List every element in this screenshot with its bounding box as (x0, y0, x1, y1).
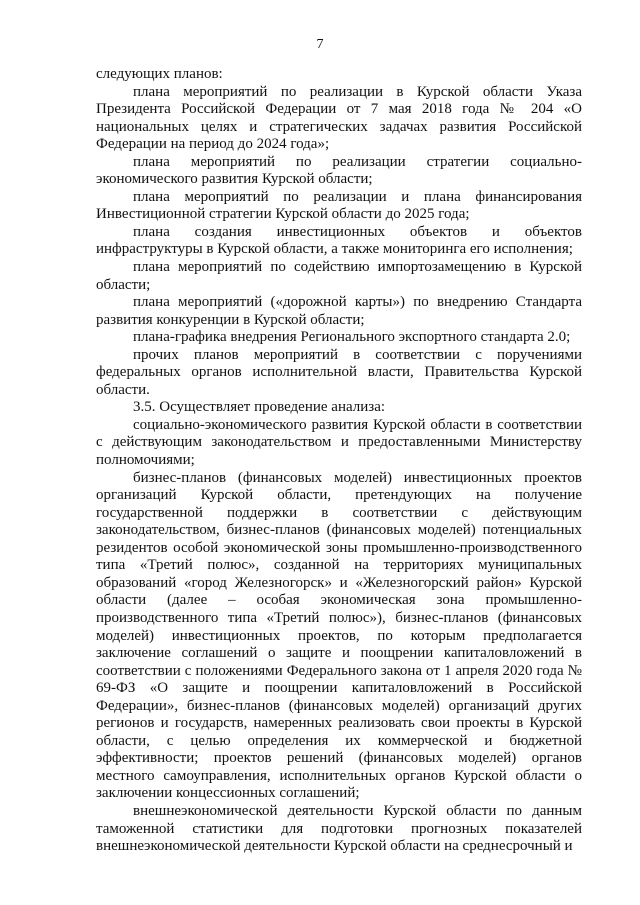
paragraph-foreign-trade-analysis: внешнеэкономической деятельности Курской области по данным таможенной статистики для подготовки прогнозных показателей внешнеэкономической деятельности Курской области на среднесрочный и (96, 802, 582, 855)
paragraph-plan-import-substitution: плана мероприятий по содействию импортозамещению в Курской области; (96, 259, 582, 293)
page-number: 7 (316, 37, 324, 52)
paragraph-plan-decree-204: плана мероприятий по реализации в Курской области Указа Президента Российской Федерации от 7 мая 2018 года № 204 «О национальных целях и стратегических задачах развития Российской Федерации на период до 2024 года»; (96, 83, 582, 153)
paragraph-plan-investment-strategy: плана мероприятий по реализации и плана финансирования Инвестиционной стратегии Курской области до 2025 года; (96, 188, 582, 223)
paragraph-plan-strategy: плана мероприятий по реализации стратегии социально-экономического развития Курской области; (96, 153, 582, 188)
paragraph-plan-export-standard: плана-графика внедрения Регионального экспортного стандарта 2.0; (133, 329, 571, 346)
paragraph-socioeconomic-analysis: социально-экономического развития Курской области в соответствии с действующим законодательством и предоставленными Министерству полномочиями; (96, 416, 582, 469)
paragraph-business-plans-analysis: бизнес-планов (финансовых моделей) инвестиционных проектов организаций Курской области, претендующих на получение государственной поддержки в соответствии с действующим законодательством, бизнес-планов (финансовых моделей) потенциальных резидентов особой экономической зоны промышленно-производственного типа «Третий полюс», созданной на территориях муниципальных образований «город Железногорск» и «Железногорский район» Курской области (далее – особая экономическая зона промышленно-производственного типа «Третий полюс»), бизнес-планов (финансовых моделей) инвестиционных проектов, по которым предполагается заключение соглашений о защите и поощрении капиталовложений в соответствии с положениями Федерального закона от 1 апреля 2020 года № 69-ФЗ «О защите и поощрении капиталовложений в Российской Федерации», бизнес-планов (финансовых моделей) организаций других регионов и государств, намеренных реализовать свои проекты в Курской области, с целью определения их коммерческой и бюджетной эффективности; проектов решений (финансовых моделей) органов местного самоуправления, исполнительных органов Курской области о заключении концессионных соглашений; (96, 469, 582, 802)
paragraph-section-3-5: 3.5. Осуществляет проведение анализа: (133, 399, 386, 416)
paragraph-plan-competition-roadmap: плана мероприятий («дорожной карты») по внедрению Стандарта развития конкуренции в Курской области; (96, 294, 582, 328)
paragraph-continuation: следующих планов: (96, 66, 223, 82)
paragraph-other-plans: прочих планов мероприятий в соответствии с поручениями федеральных органов исполнительной власти, Правительства Курской области. (96, 346, 582, 398)
document-body (96, 66, 582, 856)
paragraph-plan-investment-objects: плана создания инвестиционных объектов и объектов инфраструктуры в Курской области, а также мониторинга его исполнения; (96, 223, 582, 258)
